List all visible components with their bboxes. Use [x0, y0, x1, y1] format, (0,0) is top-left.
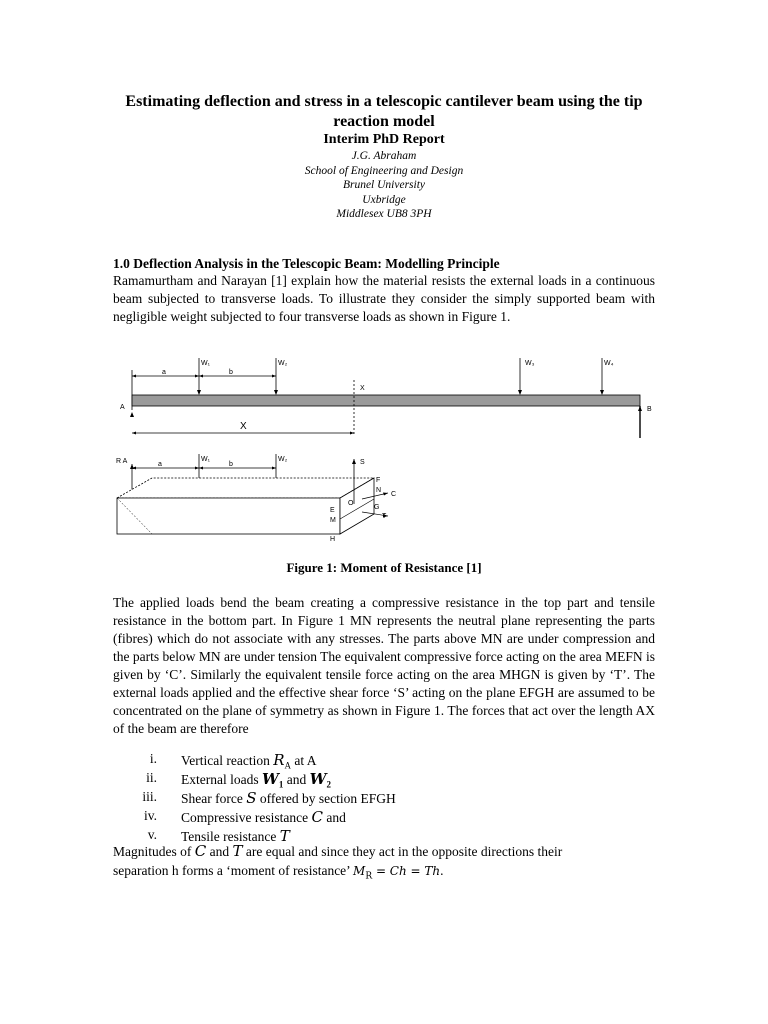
- list-item-text: [181, 808, 346, 826]
- load-w1-label: W₁: [201, 360, 210, 367]
- paragraph-analysis: The applied loads bend the beam creating a compressive resistance in the top part and tensile resistance in the bottom part. In Figure 1 MN represents the neutral plane representing the parts (fibres) which do not associate with any stresses. The parts above MN are under compression and the parts below MN are under tension The equivalent compressive force acting on the area MEFN is given by ‘C’. Similarly the equivalent tensile force acting on the area MHGN is given by ‘T’. The external loads applied and the effective shear force ‘S’ acting on the plane EFGH are assumed to be concentrated on the plane of symmetry as shown in Figure 1. The forces that act over the length AX of the beam are therefore: [113, 595, 655, 736]
- list-item-number: ii.: [146, 770, 157, 785]
- author-town: Uxbridge: [362, 193, 406, 206]
- math-subscript: 1: [278, 779, 284, 790]
- list-item-pre: Shear force: [181, 791, 247, 806]
- list-item-pre: Vertical reaction: [181, 753, 274, 768]
- list-item: [113, 789, 673, 808]
- paragraph-closing: [113, 842, 655, 886]
- list-item: [113, 751, 673, 770]
- closing-text: .: [440, 863, 444, 878]
- support-b-label: B: [647, 406, 652, 413]
- list-item-number: iii.: [142, 789, 157, 804]
- beam-bar: [132, 395, 640, 406]
- author-name: J.G. Abraham: [351, 150, 417, 162]
- math-symbol: C: [311, 808, 323, 826]
- list-item: [113, 770, 673, 789]
- load-w2-label: W₂: [278, 360, 288, 367]
- support-a-label: A: [120, 404, 125, 411]
- moment-formula: [353, 864, 441, 882]
- formula-rest: = Ch = Th: [372, 864, 441, 878]
- formula-subscript: R: [365, 871, 373, 882]
- formula-m: M: [353, 864, 366, 878]
- list-item-text: [181, 789, 396, 807]
- shear-s-label: S: [360, 459, 365, 466]
- list-item-post: and: [322, 810, 346, 825]
- math-subscript: 2: [326, 779, 331, 790]
- section-dim-b-label: b: [229, 461, 233, 468]
- author-block: [100, 149, 668, 222]
- list-item-post: at A: [291, 753, 317, 768]
- force-list: [113, 751, 673, 846]
- list-item-pre: External loads: [181, 772, 262, 787]
- closing-text: are equal and since they act in the opposite directions their: [242, 844, 563, 859]
- page-title: Estimating deflection and stress in a telescopic cantilever beam using the tip reaction model: [125, 93, 643, 130]
- load-w4-label: W₄: [604, 360, 614, 367]
- dim-a-label: a: [162, 369, 166, 376]
- section-x-small-label: X: [360, 385, 365, 392]
- load-w3-label: W₃: [525, 360, 535, 367]
- force-t-label: T: [382, 513, 387, 520]
- math-symbol: C: [194, 842, 207, 860]
- math-symbol: W: [261, 770, 279, 788]
- list-item-post: offered by section EFGH: [256, 791, 396, 806]
- reaction-ra-label: R A: [116, 458, 128, 465]
- paragraph-intro: Ramamurtham and Narayan [1] explain how the material resists the external loads in a continuous beam subjected to transverse loads. To illustrate they consider the simply supported beam with negligible weight subjected to four transverse loads as shown in Figure 1.: [113, 273, 655, 324]
- list-item-number: v.: [147, 827, 157, 842]
- report-subtitle: Interim PhD Report: [323, 132, 445, 147]
- point-e-label: E: [330, 507, 335, 514]
- point-n-label: N: [376, 487, 382, 494]
- beam-figure: [112, 354, 664, 550]
- author-school: School of Engineering and Design: [304, 164, 464, 177]
- math-symbol: R: [273, 751, 285, 769]
- closing-line-2: [113, 861, 655, 886]
- closing-text: Magnitudes of: [113, 844, 195, 859]
- math-symbol: W: [309, 770, 327, 788]
- closing-text: separation h forms a ‘moment of resistance’: [113, 863, 354, 878]
- list-item-pre: Compressive resistance: [181, 810, 312, 825]
- point-h-label: H: [330, 536, 336, 543]
- point-o-label: O: [348, 500, 354, 507]
- dim-x-label: X: [240, 421, 247, 432]
- figure-caption: Figure 1: Moment of Resistance [1]: [286, 560, 482, 575]
- section-load-w2-label: W₂: [278, 456, 288, 463]
- math-subscript: A: [284, 760, 291, 771]
- point-f-label: F: [376, 477, 381, 484]
- math-symbol: S: [246, 789, 257, 807]
- list-item-mid: and: [283, 772, 310, 787]
- dim-b-label: b: [229, 369, 233, 376]
- list-item-text: [181, 751, 317, 771]
- closing-text: and: [206, 844, 233, 859]
- list-item-pre: Tensile resistance: [181, 829, 280, 844]
- list-item-number: iv.: [144, 808, 157, 823]
- list-item: [113, 808, 673, 827]
- list-item-text: [181, 770, 331, 790]
- closing-line-1: [113, 842, 655, 861]
- section-dim-a-label: a: [158, 461, 162, 468]
- simply-supported-beam-diagram: [120, 358, 652, 438]
- list-item-number: i.: [149, 751, 157, 766]
- math-symbol: T: [232, 842, 243, 860]
- section-heading: 1.0 Deflection Analysis in the Telescopic Beam: Modelling Principle: [113, 256, 500, 271]
- section-load-w1-label: W₁: [201, 456, 210, 463]
- beam-section-diagram: [116, 454, 396, 543]
- author-university: Brunel University: [342, 179, 426, 191]
- force-c-label: C: [391, 491, 397, 498]
- math-symbol: T: [279, 827, 290, 845]
- author-postcode: Middlesex UB8 3PH: [336, 208, 432, 220]
- point-m-label: M: [330, 517, 336, 524]
- point-g-label: G: [374, 504, 380, 511]
